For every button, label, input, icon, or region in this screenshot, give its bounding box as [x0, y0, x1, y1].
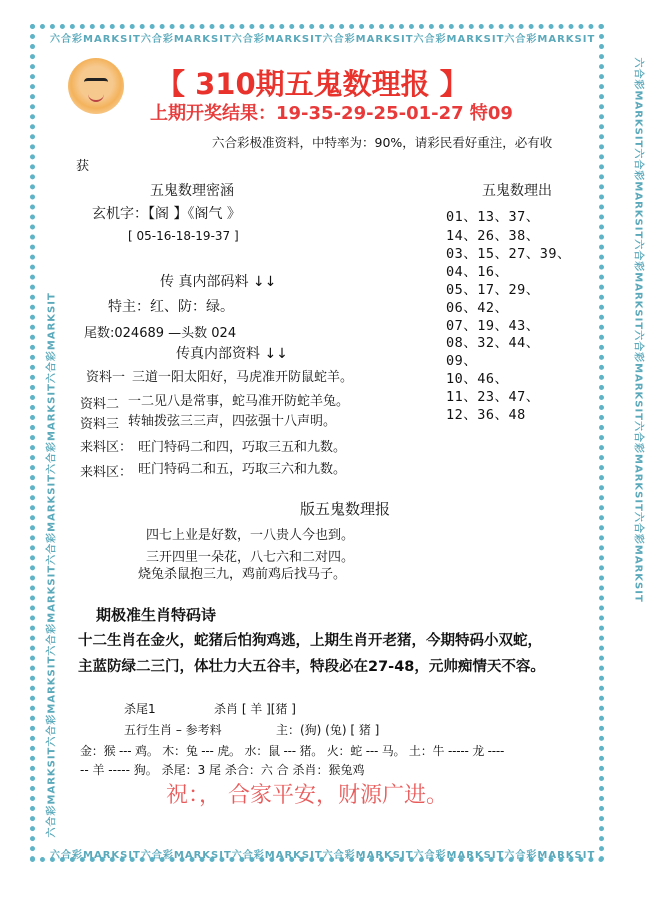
elements-label: 五行生肖 – 参考料	[124, 723, 222, 737]
number-row: 06、42、	[446, 300, 509, 316]
section-title: 版五鬼数理报	[300, 500, 391, 518]
number-row: 03、15、27、39、	[446, 246, 572, 262]
number-row: 08、32、44、	[446, 335, 540, 351]
material3-text: 转轴拨弦三三声，四弦强十八声明。	[128, 414, 337, 429]
right-title: 五鬼数理出	[482, 183, 552, 199]
poem-line-1: 十二生肖在金火，蛇猪后怕狗鸡逃，上期生肖开老猪，今期特码小双蛇，	[78, 633, 542, 649]
kill-tail: 杀尾1	[124, 702, 156, 716]
material2-label: 资料二	[80, 397, 120, 412]
intro-line-1: 六合彩极准资料，中特率为：90%，请彩民看好重注，必有收	[212, 135, 553, 150]
special-main: 特主：红、防：绿。	[108, 299, 234, 315]
poem-title: 期极准生肖特码诗	[96, 606, 217, 624]
page-title: 【 310期五鬼数理报 】	[156, 67, 469, 101]
last-draw-result: 上期开奖结果：19-35-29-25-01-27 特09	[150, 103, 513, 124]
source2-label: 来料区：	[80, 465, 133, 480]
avatar	[68, 58, 124, 114]
material1-label: 资料一	[86, 370, 126, 385]
material1-text: 三道一阳太阳好，马虎准开防鼠蛇羊。	[132, 370, 354, 385]
number-row: 10、46、	[446, 371, 509, 387]
source1-text: 旺门特码二和四，巧取三五和九数。	[138, 440, 347, 455]
number-row: 04、16、	[446, 264, 509, 280]
main-pick: 主：(狗) (兔) [ 猪 ]	[276, 723, 380, 737]
avatar-mouth	[88, 94, 104, 102]
brand-watermark-bottom: 六合彩MARKSIT六合彩MARKSIT六合彩MARKSIT六合彩MARKSIT六合彩MARKSIT六合彩MARKSIT	[50, 850, 596, 861]
brand-watermark-left: 六合彩MARKSIT六合彩MARKSIT六合彩MARKSIT六合彩MARKSIT六合彩MARKSIT六合彩MARKSIT	[46, 292, 58, 838]
number-row: 11、23、47、	[446, 389, 540, 405]
source1-label: 来料区：	[80, 440, 133, 455]
brand-watermark-right: 六合彩MARKSIT六合彩MARKSIT六合彩MARKSIT六合彩MARKSIT六合彩MARKSIT六合彩MARKSIT	[632, 57, 644, 603]
intro-line-2: 获	[76, 159, 90, 174]
brand-watermark-top: 六合彩MARKSIT六合彩MARKSIT六合彩MARKSIT六合彩MARKSIT六合彩MARKSIT六合彩MARKSIT	[50, 34, 596, 45]
fax2-title: 传真内部资料 ↓↓	[176, 346, 288, 362]
kill-zodiac: 杀肖 [ 羊 ][猪 ]	[214, 702, 296, 716]
number-row: 14、26、38、	[446, 228, 540, 244]
number-row: 05、17、29、	[446, 282, 540, 298]
mystic-numbers: [ 05-16-18-19-37 ]	[128, 229, 239, 243]
avatar-eyes	[84, 78, 108, 87]
source2-text: 旺门特码二和五，巧取三六和九数。	[138, 462, 347, 477]
tail-numbers: 尾数:024689 —头数 024	[84, 326, 237, 341]
section-line-1: 四七上业是好数，一八贵人今也到。	[146, 528, 355, 543]
mystic-label: 玄机字：【阁 】《阁气 》	[92, 206, 241, 222]
section-line-2: 三开四里一朵花，八七六和二对四。	[146, 550, 355, 565]
number-row: 07、19、43、	[446, 318, 540, 334]
secret-title: 五鬼数理密涵	[150, 183, 234, 199]
section-line-3: 烧兔杀鼠抱三九，鸡前鸡后找马子。	[138, 567, 347, 582]
number-row: 01、13、37、	[446, 209, 540, 225]
number-row: 09、	[446, 353, 478, 369]
number-row: 12、36、48	[446, 407, 526, 423]
elements-line-1: 金：猴 --- 鸡。 木：兔 --- 虎。 水：鼠 --- 猪。 火：蛇 --- 马。 土：牛 ----- 龙 ----	[80, 744, 505, 758]
poem-line-2: 主蓝防绿二三门，体壮力大五谷丰，特段必在27-48，元帅痴情天不容。	[78, 659, 545, 675]
fax1-title: 传 真内部码料 ↓↓	[160, 274, 277, 290]
material2-text: 一二见八是常事，蛇马准开防蛇羊兔。	[128, 394, 350, 409]
blessing: 祝：， 合家平安，财源广进。	[166, 783, 448, 808]
elements-line-2: -- 羊 ----- 狗。 杀尾：3 尾 杀合：六 合 杀肖：猴兔鸡	[80, 763, 365, 777]
material3-label: 资料三	[80, 417, 120, 432]
